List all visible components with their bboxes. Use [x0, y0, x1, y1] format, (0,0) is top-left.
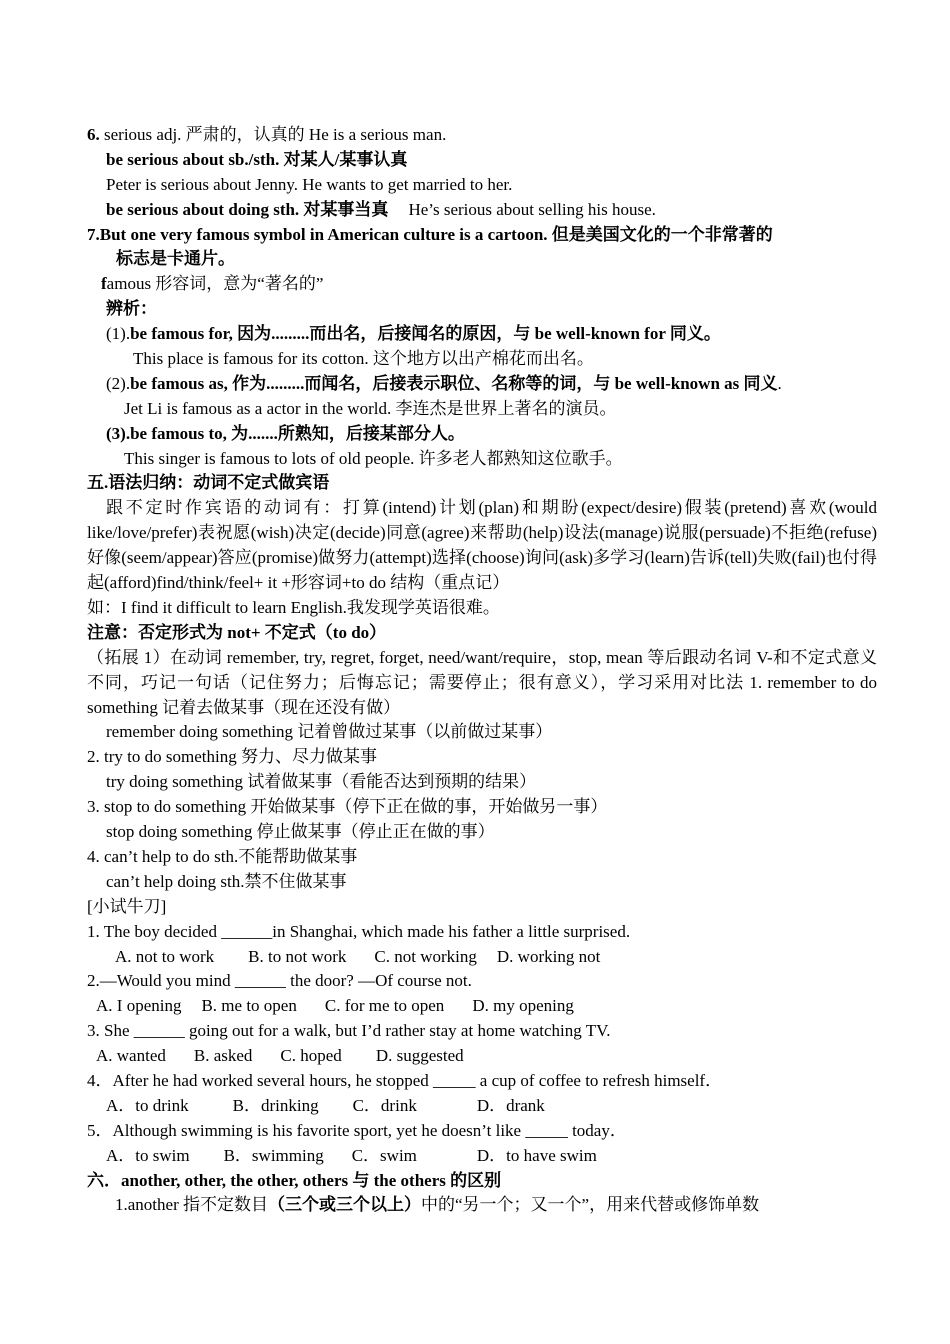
option-b: B．drinking	[232, 1095, 319, 1115]
quiz-question-1: 1. The boy decided ______in Shanghai, which made his father a little surprised.	[87, 921, 631, 941]
option-c: C. not working	[374, 946, 477, 966]
text: serious adj. 严肃的，认真的 He is a serious man.	[99, 125, 447, 144]
option-a: A. I opening	[96, 996, 182, 1016]
example: He’s serious about selling his house.	[408, 199, 656, 219]
item-number: 6.	[87, 125, 100, 144]
quiz-question-5: 5．Although swimming is his favorite sport, yet he doesn’t like _____ today．	[87, 1120, 627, 1140]
quiz-question-4: 4．After he had worked several hours, he stopped _____ a cup of coffee to refresh himself．	[87, 1070, 723, 1090]
phrase: be serious about doing sth. 对某事当真	[106, 199, 389, 219]
option-d: D．to have swim	[476, 1145, 597, 1165]
option-a: A. not to work	[115, 946, 215, 966]
quiz-options-2	[87, 994, 877, 1019]
example-line: Peter is serious about Jenny. He wants to get married to her.	[106, 174, 513, 194]
usage-line: 3. stop to do something 开始做某事（停下正在做的事，开始做另一事）	[87, 797, 608, 817]
section-5-heading: 五.语法归纳：动词不定式做宾语	[87, 473, 330, 493]
quiz-question-3: 3. She ______ going out for a walk, but I’d rather stay at home watching TV.	[87, 1021, 611, 1041]
section-6-heading	[87, 123, 877, 148]
quiz-options-4	[87, 1094, 877, 1119]
bold-text: （三个或三个以上）	[267, 1195, 421, 1215]
note-line: 注意：否定形式为 not+ 不定式（to do）	[87, 622, 387, 642]
phrase-line	[87, 198, 877, 223]
analysis-point-1	[87, 322, 877, 347]
quiz-question-2: 2.—Would you mind ______ the door? —Of course not.	[87, 971, 472, 991]
option-a: A．to swim	[106, 1145, 190, 1165]
section-6b-heading: 六．another, other, the other, others 与 the others 的区别	[87, 1170, 502, 1190]
text: 中的“另一个；又一个”，用来代替或修饰单数	[420, 1195, 760, 1215]
quiz-options-3	[87, 1044, 877, 1069]
example-line: 如：I find it difficult to learn English.我发现学英语很难。	[87, 597, 500, 617]
quiz-options-1	[87, 945, 877, 970]
option-b: B. asked	[193, 1046, 253, 1066]
verb-list-paragraph: 跟不定时作宾语的动词有：打算(intend)计划(plan)和期盼(expect/desire)假装(pretend)喜欢(would like/love/prefer)表祝愿(wish)决定(decide)同意(agree)来帮助(help)设法(manage)说服(persuade)不拒绝(refuse)好像(seem/appear)答应(promise)做努力(attempt)选择(choose)询问(ask)多学习(learn)告诉(tell)失败(fail)也付得起(afford)find/think/feel+ it +形容词+to do 结构（重点记）	[87, 498, 877, 593]
text: amous 形容词，意为“著名的”	[106, 274, 324, 294]
section-7-heading: 7.But one very famous symbol in American culture is a cartoon. 但是美国文化的一个非常著的	[87, 224, 773, 244]
example-line: This place is famous for its cotton. 这个地方以出产棉花而出名。	[133, 349, 594, 369]
usage-line: stop doing something 停止做某事（停止正在做的事）	[106, 822, 495, 842]
option-c: C. hoped	[280, 1046, 342, 1066]
analysis-point-2	[87, 372, 877, 397]
usage-line: can’t help doing sth.禁不住做某事	[106, 871, 347, 891]
usage-line: 2. try to do something 努力、尽力做某事	[87, 747, 377, 767]
quiz-options-5	[87, 1144, 877, 1169]
phrase-line: be serious about sb./sth. 对某人/某事认真	[106, 149, 408, 169]
option-d: D．drank	[476, 1095, 545, 1115]
usage-line: try doing something 试着做某事（看能否达到预期的结果）	[106, 772, 537, 792]
option-c: C．drink	[352, 1095, 417, 1115]
usage-line: remember doing something 记着曾做过某事（以前做过某事）	[106, 722, 553, 742]
example-line: Jet Li is famous as a actor in the world. 李连杰是世界上著名的演员。	[124, 398, 617, 418]
option-c: C．swim	[351, 1145, 417, 1165]
option-d: D. my opening	[472, 996, 574, 1016]
document-content	[87, 123, 877, 1218]
punctuation: .	[777, 373, 782, 393]
option-a: A．to drink	[106, 1095, 189, 1115]
point-number: (2).	[106, 373, 131, 393]
option-d: D. working not	[496, 946, 601, 966]
point-text: be famous for, 因为.........而出名，后接闻名的原因，与 be well-known for 同义。	[130, 324, 721, 344]
option-a: A. wanted	[96, 1046, 166, 1066]
point-text: be famous as, 作为.........而闻名，后接表示职位、名称等的词，与 be well-known as 同义	[130, 373, 778, 393]
point-number: (1).	[106, 324, 131, 344]
example-line: This singer is famous to lots of old people. 许多老人都熟知这位歌手。	[124, 448, 623, 468]
option-d: D. suggested	[375, 1046, 464, 1066]
option-c: C. for me to open	[324, 996, 445, 1016]
text: 1.another 指不定数目	[115, 1195, 268, 1215]
quiz-title: [小试牛刀]	[87, 896, 167, 916]
section-7-heading-cont: 标志是卡通片。	[116, 249, 235, 269]
another-rule-line	[87, 1193, 877, 1218]
definition-line	[87, 272, 877, 297]
option-b: B. to not work	[248, 946, 347, 966]
option-b: B．swimming	[223, 1145, 324, 1165]
usage-line: 4. can’t help to do sth.不能帮助做某事	[87, 846, 358, 866]
bold-letter: f	[101, 274, 107, 294]
analysis-label: 辨析：	[106, 299, 157, 319]
option-b: B. me to open	[201, 996, 297, 1016]
analysis-point-3: (3).be famous to, 为.......所熟知，后接某部分人。	[106, 423, 465, 443]
extension-paragraph: （拓展 1）在动词 remember, try, regret, forget, need/want/require，stop, mean 等后跟动名词 V-和不定式意义不同，巧记一句话（记住努力；后悔忘记；需要停止；很有意义），学习采用对比法 1. remember to do something 记着去做某事（现在还没有做）	[87, 647, 877, 717]
